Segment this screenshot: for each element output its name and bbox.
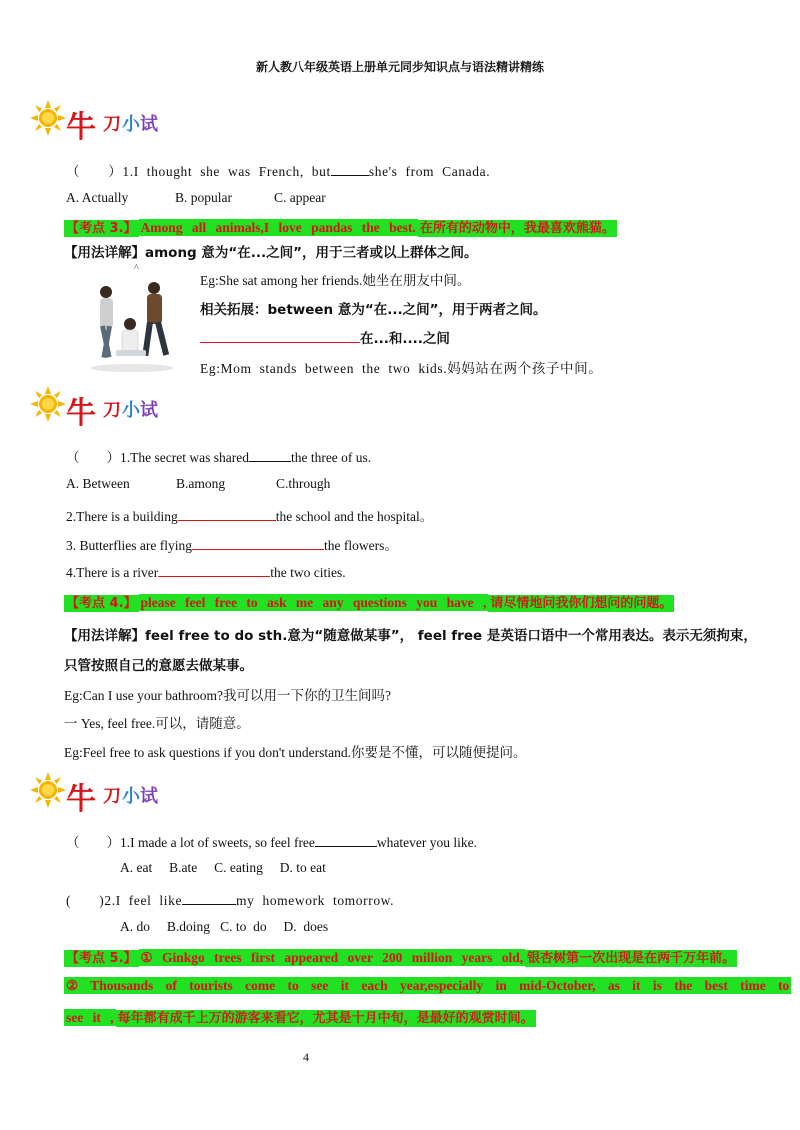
s3-question-1 <box>66 831 477 851</box>
s2-q1-option-b: B.among <box>176 476 226 491</box>
point-5-tag: 【考点 5.】 <box>66 951 137 966</box>
s3-q1-prefix: （ ）1.I made a lot of sweets, so feel free <box>66 835 315 850</box>
sun-icon <box>30 772 66 808</box>
point-4-example-2: Eg:Feel free to ask questions if you don't understand.你要是不懂，可以随便提问。 <box>64 745 527 760</box>
point-3-usage <box>64 241 478 261</box>
s3-q2-blank[interactable] <box>182 892 236 905</box>
banner-char-xiao: 小 <box>122 786 140 807</box>
point-5-line-2 <box>64 977 791 995</box>
banner-char-shi: 试 <box>140 400 158 421</box>
s2-q1-option-a: A. Between <box>66 476 130 491</box>
students-illustration <box>84 262 180 374</box>
s2-question-4 <box>66 564 346 581</box>
s1-q1-blank[interactable] <box>331 163 369 176</box>
s2-q4-blank[interactable] <box>158 564 270 577</box>
s2-q4-prefix: 4.There is a river <box>66 565 159 580</box>
s3-q2-suffix: my homework tomorrow. <box>236 893 395 908</box>
s1-q1-option-a: A. Actually <box>66 190 129 205</box>
s3-q2-options: A. do B.doing C. to do D. does <box>120 919 329 934</box>
s2-q1-option-c: C.through <box>276 476 331 491</box>
banner-char-niu: 牛 <box>66 396 96 431</box>
banner-char-xiao: 小 <box>122 400 140 421</box>
s3-question-2 <box>66 889 394 909</box>
point-4-tag: 【考点 4.】 <box>66 596 137 611</box>
s1-q1-option-b: B. popular <box>175 190 232 205</box>
sun-icon <box>30 386 66 422</box>
s1-q1-option-c: C. appear <box>274 190 326 205</box>
point-5-translation-3: 每年都有成千上万的游客来看它，尤其是十月中旬，是最好的观赏时间。 <box>117 1011 534 1026</box>
banner-char-shi: 试 <box>140 786 158 807</box>
s2-q3-suffix: the flowers。 <box>323 538 398 553</box>
s2-q2-blank[interactable] <box>178 508 276 521</box>
svg-text:^: ^ <box>134 263 139 274</box>
point-3-ext-blank[interactable] <box>200 330 360 343</box>
banner-char-niu: 牛 <box>66 110 96 145</box>
banner-char-dao: 刀 <box>103 786 121 807</box>
s2-q1-prefix: （ ）1.The secret was shared <box>66 450 249 465</box>
point-4-usage-line-2: 只管按照自己的意愿去做某事。 <box>64 658 253 674</box>
s3-q1-options: A. eat B.ate C. eating D. to eat <box>120 860 326 875</box>
banner-char-dao: 刀 <box>103 114 121 135</box>
point-3-sentence: Among all animals,I love pandas the best. <box>140 220 416 235</box>
s1-q1-suffix: she's from Canada. <box>368 164 491 179</box>
point-3-example-2: Eg:Mom stands between the two kids.妈妈站在两个孩子中间。 <box>200 361 603 376</box>
s3-q1-suffix: whatever you like. <box>376 835 478 850</box>
point-5-translation-1: 银杏树第一次出现是在两千万年前。 <box>527 951 736 966</box>
niu-dao-xiao-shi-banner-2 <box>30 386 190 430</box>
point-5-sentence-2: ② Thousands of tourists come to see it each year,especially in mid-October, as it is the best time to <box>66 978 790 993</box>
point-3-extension-blank-line <box>200 327 450 347</box>
banner-char-shi: 试 <box>140 114 158 135</box>
point-5-line-1 <box>64 947 737 967</box>
s2-q2-prefix: 2.There is a building <box>66 509 178 524</box>
point-4-usage-line-1: 【用法详解】feel free to do sth.意为“随意做某事”， feel free 是英语口语中一个常用表达。表示无须拘束， <box>64 628 757 644</box>
s2-q4-suffix: the two cities. <box>270 565 346 580</box>
point-3-heading <box>64 217 617 237</box>
point-3-example-1: Eg:She sat among her friends.她坐在朋友中间。 <box>200 273 471 288</box>
s2-question-3 <box>66 534 398 554</box>
point-3-translation: 在所有的动物中，我最喜欢熊猫。 <box>419 221 615 236</box>
point-3-ext-suffix: 在...和....之间 <box>360 331 450 347</box>
point-3-extension: 相关拓展：between 意为“在...之间”，用于两者之间。 <box>200 302 547 318</box>
s2-question-2 <box>66 505 433 525</box>
point-4-example-1-reply: 一 Yes, feel free.可以，请随意。 <box>64 716 250 731</box>
point-4-sentence: please feel free to ask me any questions you have , <box>140 595 487 610</box>
s2-q3-blank[interactable] <box>192 537 324 550</box>
s2-q2-suffix: the school and the hospital。 <box>275 509 434 524</box>
s3-q1-blank[interactable] <box>315 834 377 847</box>
s2-q1-blank[interactable] <box>249 449 291 462</box>
s3-q2-prefix: ( )2.I feel like <box>66 893 183 908</box>
page-number: 4 <box>303 1050 309 1064</box>
s2-q3-prefix: 3. Butterflies are flying <box>66 538 192 553</box>
point-5-line-3 <box>64 1007 536 1027</box>
banner-char-dao: 刀 <box>103 400 121 421</box>
point-4-heading <box>64 592 674 612</box>
s1-q1-prefix: （ ）1.I thought she was French, but <box>66 164 331 179</box>
s2-q1-suffix: the three of us. <box>290 450 372 465</box>
point-5-sentence-1: ① Ginkgo trees first appeared over 200 million years old, <box>140 950 524 965</box>
point-3-usage-text: among 意为“在...之间”，用于三者或以上群体之间。 <box>145 245 478 261</box>
niu-dao-xiao-shi-banner-3 <box>30 772 190 816</box>
point-4-translation: 请尽情地问我你们想问的问题。 <box>490 596 673 611</box>
sun-icon <box>30 100 66 136</box>
page-header: 新人教八年级英语上册单元同步知识点与语法精讲精练 <box>255 60 544 74</box>
s1-question-1 <box>66 160 490 180</box>
point-3-tag: 【考点 3.】 <box>66 221 137 236</box>
point-4-example-1: Eg:Can I use your bathroom?我可以用一下你的卫生间吗? <box>64 688 391 703</box>
point-3-usage-tag: 【用法详解】 <box>64 245 145 261</box>
banner-char-xiao: 小 <box>122 114 140 135</box>
banner-char-niu: 牛 <box>66 782 96 817</box>
point-5-sentence-3: see it , <box>66 1010 114 1025</box>
s2-question-1 <box>66 446 371 466</box>
niu-dao-xiao-shi-banner <box>30 100 190 144</box>
